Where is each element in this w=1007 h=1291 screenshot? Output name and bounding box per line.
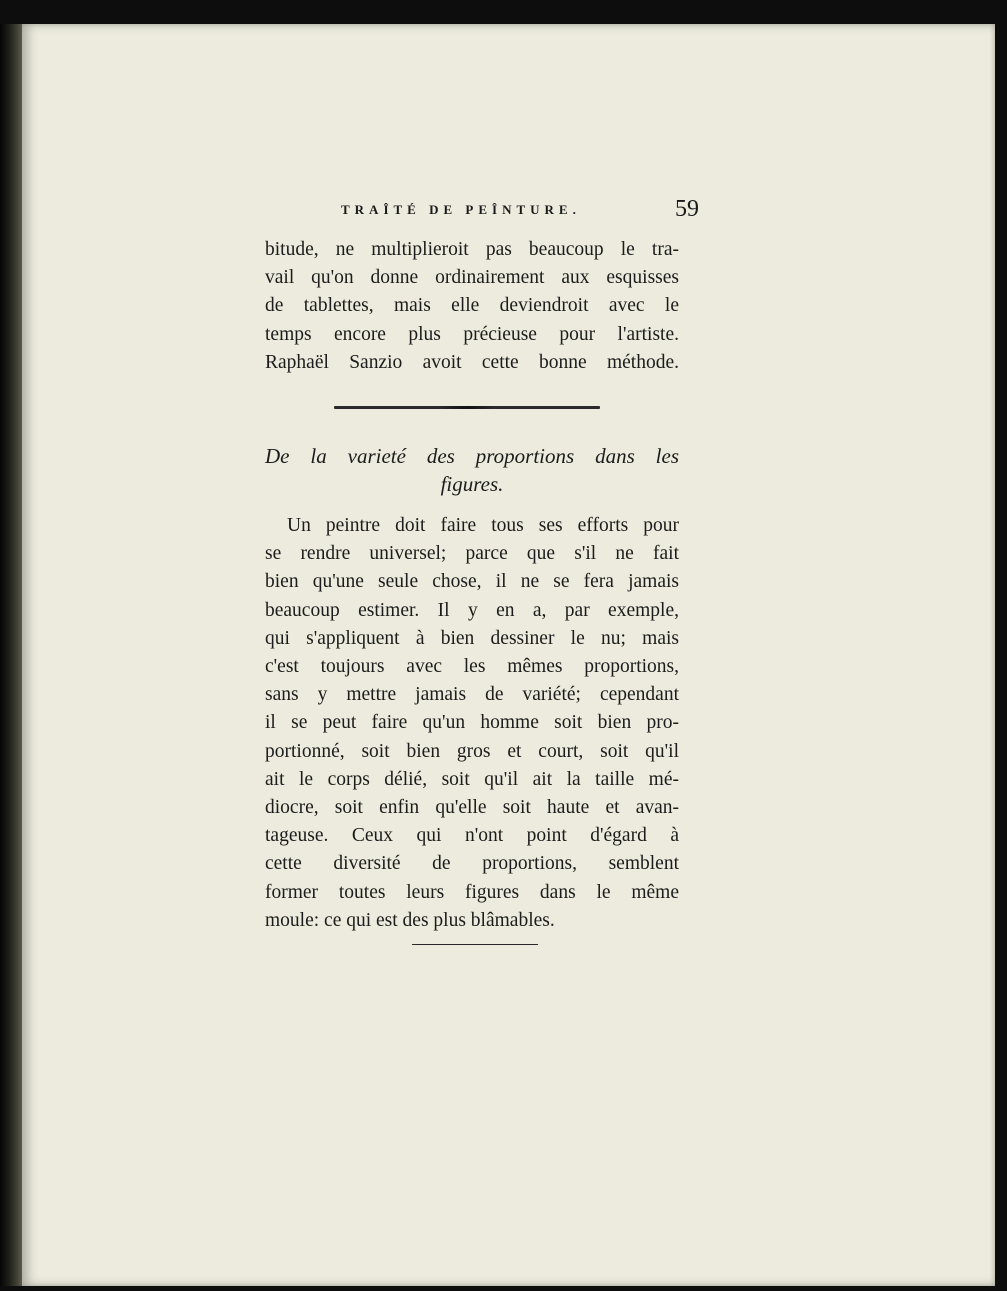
paragraph-continued [265,236,679,377]
text-line: vail qu'on donne ordinairement aux esquisses [265,267,679,289]
running-title: TRAÎTÉ DE PEÎNTURE. [341,202,581,217]
text-line: cette diversité de proportions, semblent [265,853,679,875]
page-number: 59 [675,196,699,222]
text-line: portionné, soit bien gros et court, soit qu'il [265,740,679,762]
text-line: Un peintre doit faire tous ses efforts pour [287,515,679,536]
text-line: bitude, ne multiplieroit pas beaucoup le tra- [265,239,679,260]
text-line: moule: ce qui est des plus blâmables. [265,909,555,931]
section-heading [265,442,679,498]
text-line: bien qu'une seule chose, il ne se fera jamais [265,571,679,593]
text-line: qui s'appliquent à bien dessiner le nu; mais [265,627,679,649]
text-line: sans y mettre jamais de variété; cependant [265,684,679,706]
text-line: Raphaël Sanzio avoit cette bonne méthode. [265,351,679,373]
section-heading-line: De la varieté des proportions dans les [265,444,679,468]
page-header [341,196,701,226]
text-line: temps encore plus précieuse pour l'artiste. [265,323,679,345]
text-line: se rendre universel; parce que s'il ne fait [265,543,679,565]
text-line: il se peut faire qu'un homme soit bien pro- [265,712,679,734]
section-heading-line: figures. [440,472,504,496]
text-line: de tablettes, mais elle deviendroit avec le [265,295,679,317]
text-line: ait le corps délié, soit qu'il ait la taille mé- [265,768,679,790]
book-page [22,24,995,1286]
text-line: tageuse. Ceux qui n'ont point d'égard à [265,825,679,847]
text-line: diocre, soit enfin qu'elle soit haute et avan- [265,797,679,819]
text-line: former toutes leurs figures dans le même [265,881,679,903]
end-divider [412,944,538,945]
section-divider [334,406,600,409]
book-spine-edge [0,24,22,1286]
text-line: c'est toujours avec les mêmes proportions, [265,656,679,678]
text-line: beaucoup estimer. Il y en a, par exemple, [265,599,679,621]
paragraph-body [265,512,679,935]
